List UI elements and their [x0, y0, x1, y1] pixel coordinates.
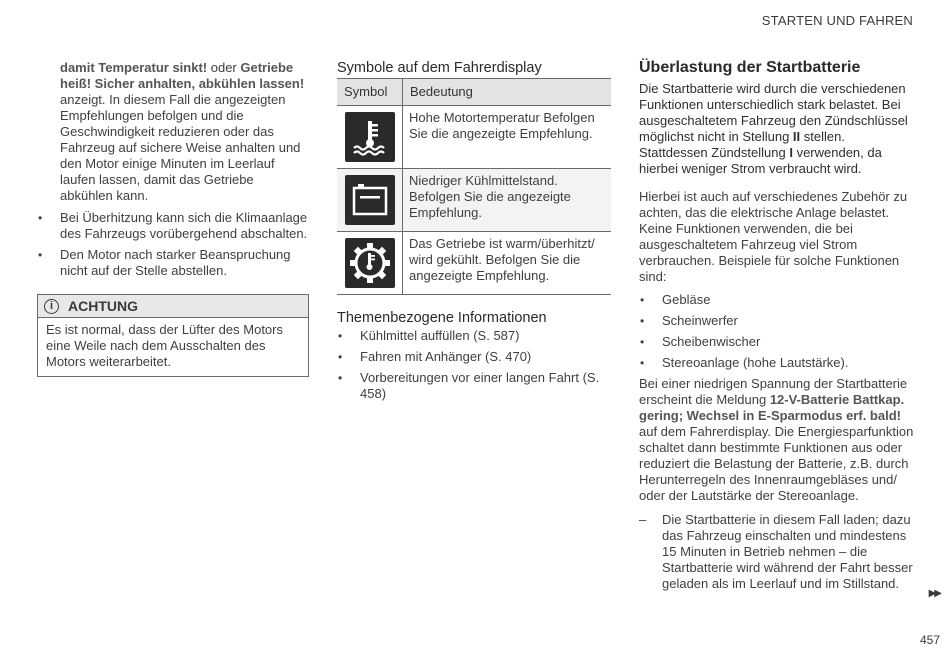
intro-bold-2: Getriebe heiß! Sicher anhalten, abkühlen lassen!: [60, 60, 305, 91]
battery-message: 12-V-Batterie Battkap. gering; Wechsel in E-Sparmodus erf. bald!: [639, 392, 905, 423]
bullet-list: [37, 210, 309, 279]
intro-bold-1: damit Temperatur sinkt!: [60, 60, 208, 75]
running-header: STARTEN UND FAHREN: [761, 13, 913, 28]
table-header-row: [337, 79, 611, 106]
function-list: [639, 292, 915, 371]
list-item: • Bei Überhitzung kann sich die Klimaanlage des Fahrzeugs vorübergehend abschalten.: [37, 210, 309, 242]
related-link[interactable]: • Kühlmittel auffüllen (S. 587): [337, 328, 611, 344]
warning-header: [38, 295, 308, 318]
meaning-cell: Hohe Motortemperatur Befolgen Sie die angezeigte Empfehlung.: [403, 106, 612, 169]
list-item: • Gebläse: [639, 292, 915, 308]
column-left: [37, 60, 309, 377]
p3-text-a: Bei einer niedrigen Spannung der Startbatterie erscheint die Meldung: [639, 376, 908, 407]
section-title: Überlastung der Startbatterie: [639, 59, 861, 76]
paragraph-1: [639, 81, 915, 177]
ignition-position-ii: II: [792, 129, 801, 144]
table-row: [337, 232, 611, 295]
intro-rest: anzeigt. In diesem Fall die angezeigten Empfehlungen befolgen und die Geschwindigkeit reduzieren oder das Fahrzeug auf sichere Weise anhalten und den Motor einige Minuten im Leerlauf laufen lassen, damit das Getriebe abkühlen kann.: [60, 92, 301, 203]
column-header-symbol: Symbol: [337, 79, 403, 106]
coolant-temperature-icon: [345, 112, 395, 162]
paragraph-3: [639, 376, 915, 504]
meaning-cell: Niedriger Kühlmittelstand. Befolgen Sie die angezeigte Empfehlung.: [403, 169, 612, 232]
table-title: Symbole auf dem Fahrerdisplay: [337, 60, 542, 76]
column-header-meaning: Bedeutung: [403, 79, 612, 106]
related-link[interactable]: • Vorbereitungen vor einer langen Fahrt (S. 458): [337, 370, 611, 402]
list-item: • Den Motor nach starker Beanspruchung nicht auf der Stelle abstellen.: [37, 247, 309, 279]
symbol-cell: [337, 232, 403, 295]
warning-box: [37, 294, 309, 377]
intro-paragraph: [37, 60, 309, 204]
page-number: 457: [919, 633, 940, 647]
list-item: • Stereoanlage (hohe Lautstärke).: [639, 355, 915, 371]
continue-arrows-icon: ▶▶: [928, 588, 940, 599]
warning-title: ACHTUNG: [68, 298, 138, 314]
column-right: [639, 60, 915, 592]
symbol-cell: [337, 169, 403, 232]
list-item: • Scheinwerfer: [639, 313, 915, 329]
symbol-table: [337, 78, 611, 295]
transmission-temperature-icon: [345, 238, 395, 288]
ignition-position-i: I: [789, 145, 793, 160]
symbol-cell: [337, 106, 403, 169]
table-row: [337, 106, 611, 169]
instruction-list: [639, 512, 915, 592]
list-item: – Die Startbatterie in diesem Fall laden; dazu das Fahrzeug einschalten und mindestens 15 Minuten in Betrieb nehmen – die Startbatterie wird während der Fahrt besser geladen als im Leerlauf und im Stillstand.: [639, 512, 915, 592]
p1-text-a: Die Startbatterie wird durch die verschiedenen Funktionen unterschiedlich stark belastet. Bei ausgeschaltetem Fahrzeug den Zündschlüssel möglichst nicht in Stellung: [639, 81, 908, 144]
meaning-cell: Das Getriebe ist warm/überhitzt/ wird gekühlt. Befolgen Sie die angezeigte Empfehlung.: [403, 232, 612, 295]
p1-text-e: verwenden, da hierbei weniger Strom verbraucht wird.: [639, 145, 882, 176]
related-list: [337, 328, 611, 402]
paragraph-2: Hierbei ist auch auf verschiedenes Zubehör zu achten, das die elektrische Anlage belastet. Keine Funktionen verwenden, die bei ausgeschaltetem Fahrzeug viel Strom verbrauchen. Beispiele für solche Funktionen sind:: [639, 189, 908, 284]
list-item: • Scheibenwischer: [639, 334, 915, 350]
related-title: Themenbezogene Informationen: [337, 310, 547, 326]
coolant-level-icon: [345, 175, 395, 225]
column-middle: [337, 60, 611, 407]
intro-mid: oder: [207, 60, 241, 75]
p1-text-c: stellen. Stattdessen Zündstellung: [639, 129, 845, 160]
related-link[interactable]: • Fahren mit Anhänger (S. 470): [337, 349, 611, 365]
table-row: [337, 169, 611, 232]
warning-text: Es ist normal, dass der Lüfter des Motors eine Weile nach dem Ausschalten des Motors weiterarbeitet.: [46, 322, 283, 369]
p3-text-c: auf dem Fahrerdisplay. Die Energiesparfunktion schaltet dann bestimmte Funktionen aus oder reduziert die Belastung der Batterie, z.B. durch Herunterregeln des Innenraumgebläses und/ oder der Lautstärke der Stereoanlage.: [639, 424, 914, 503]
info-icon: i: [44, 299, 59, 314]
